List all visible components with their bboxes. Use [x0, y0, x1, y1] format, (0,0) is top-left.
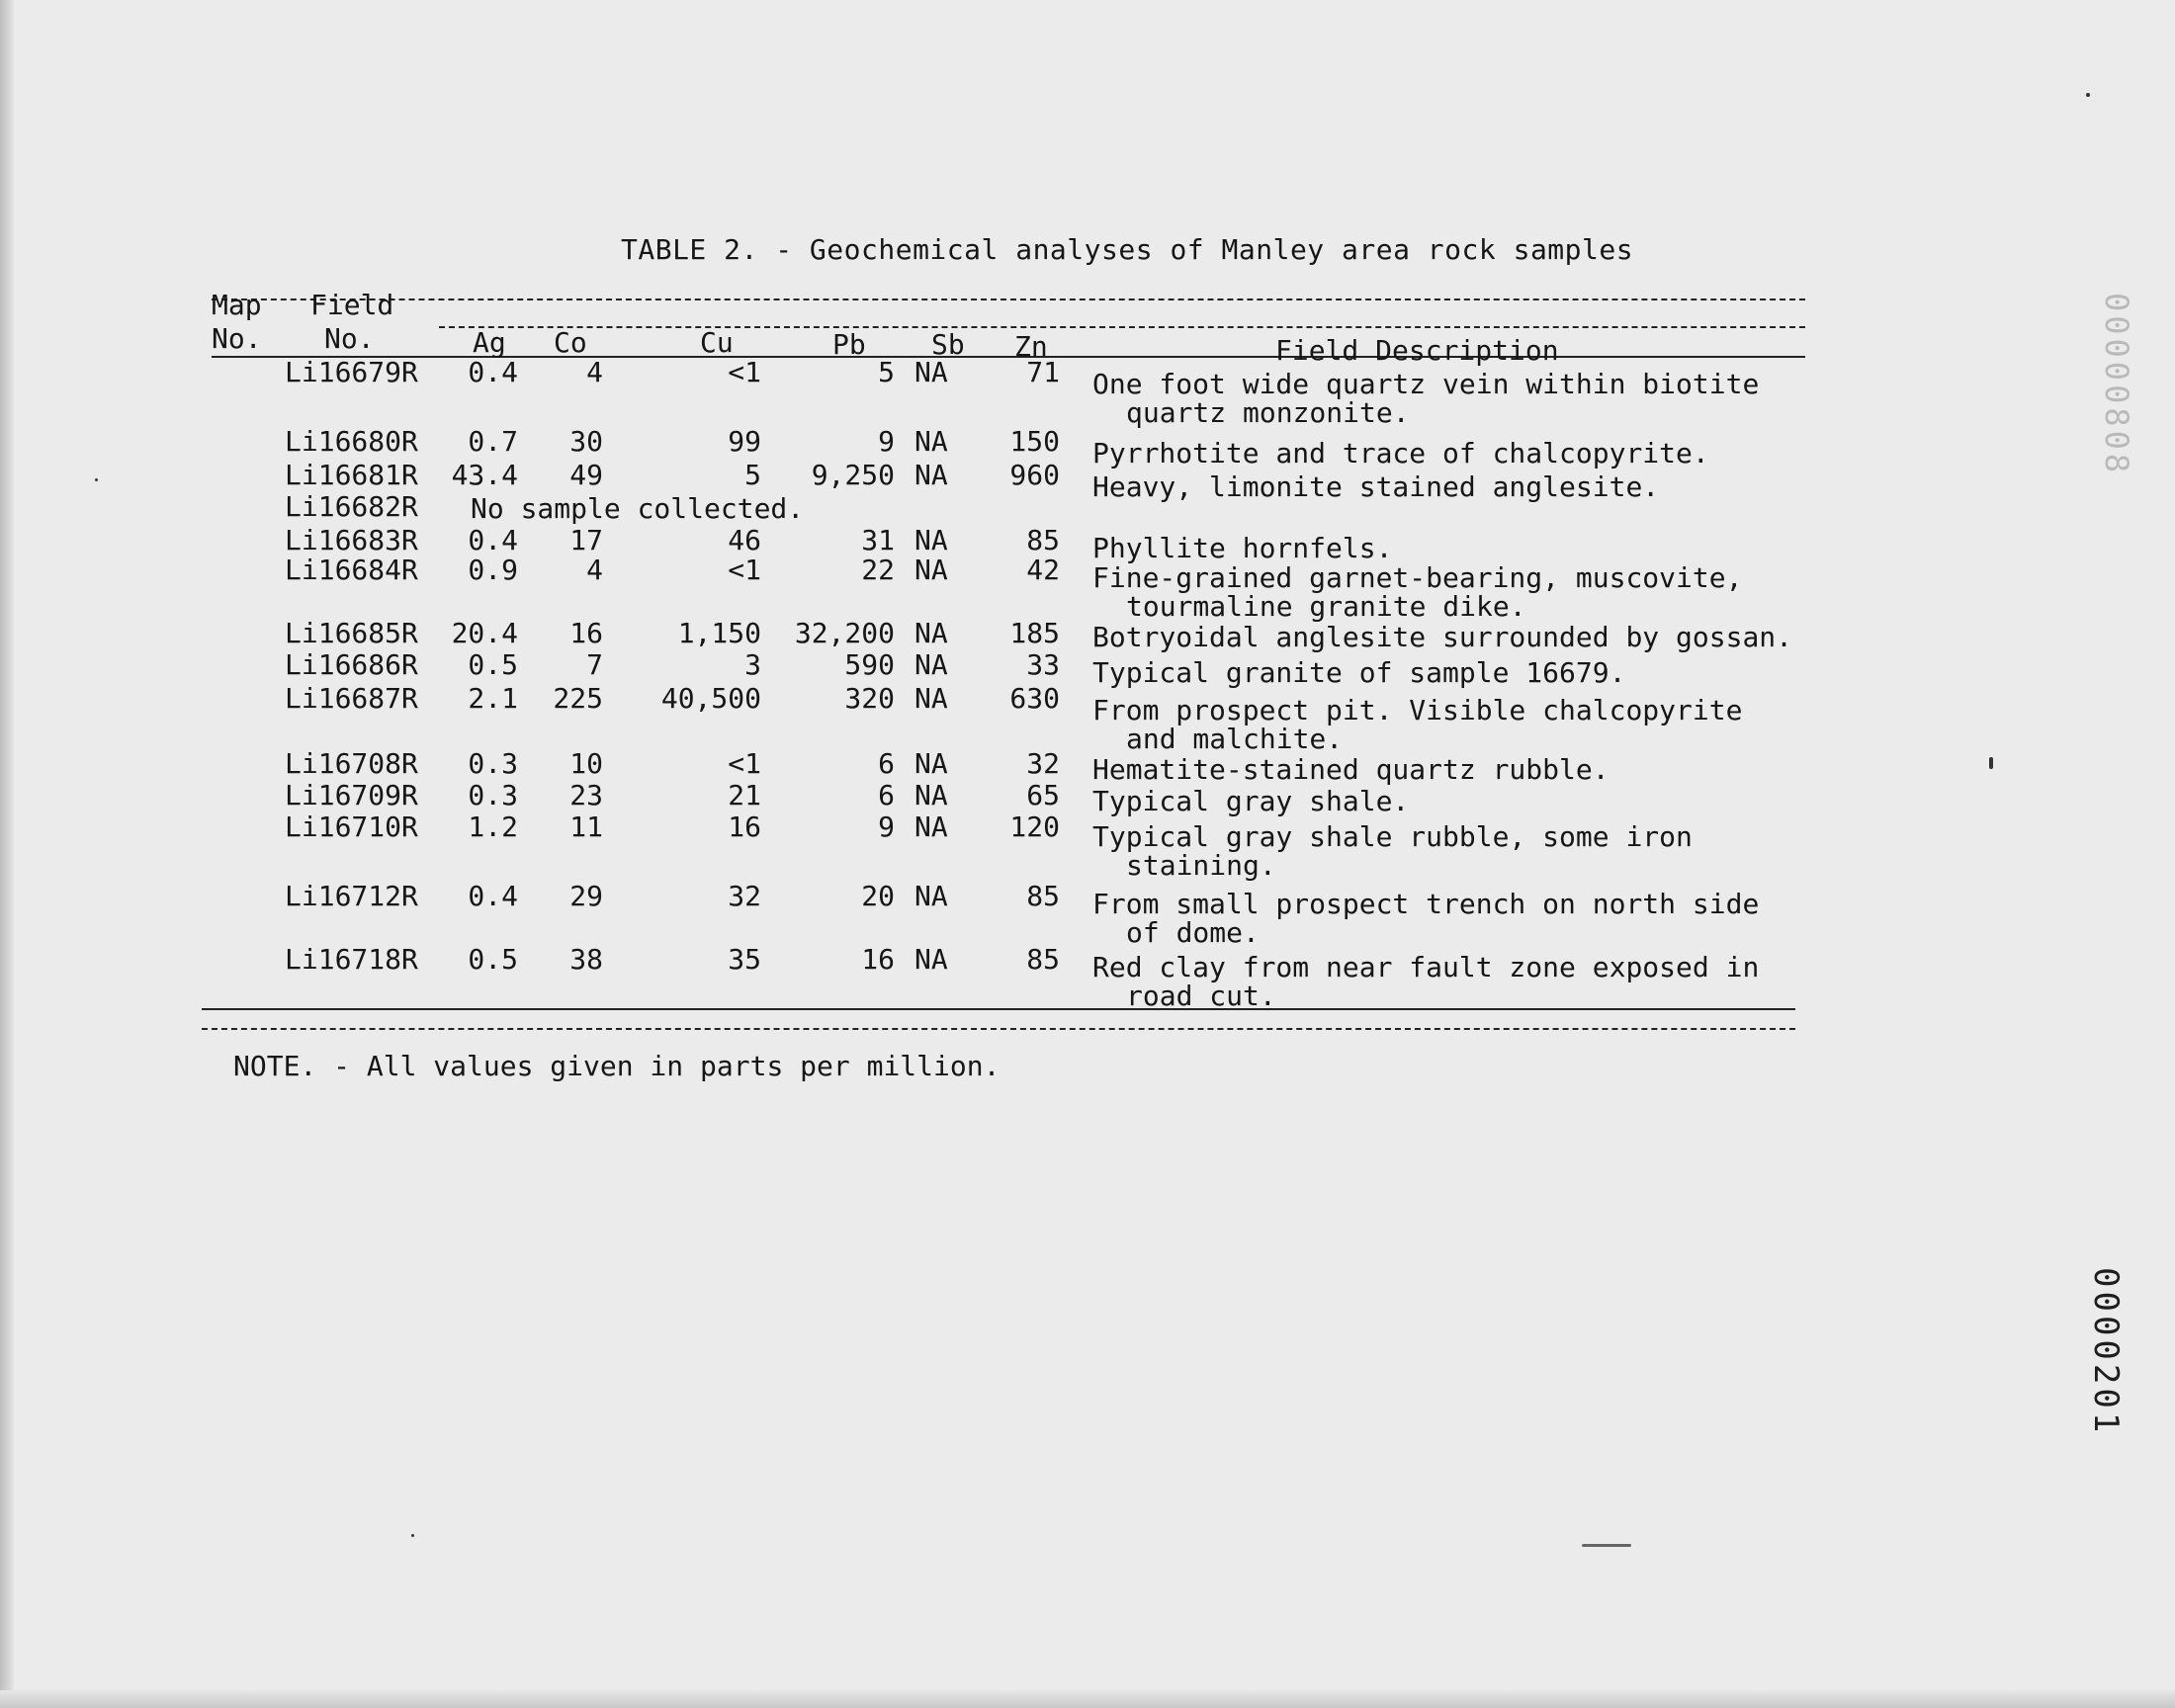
ag-value: 0.5 [468, 648, 518, 681]
cu-value: 35 [728, 943, 761, 976]
zn-value: 85 [1026, 524, 1060, 556]
table-bottom-rule-2 [202, 1028, 1795, 1030]
pb-value: 9 [878, 811, 895, 843]
field-description [1092, 623, 1804, 651]
cu-value: 21 [728, 779, 761, 811]
zn-value: 33 [1026, 648, 1060, 681]
scan-speck [411, 1534, 414, 1537]
pb-value: 590 [844, 648, 895, 681]
table-row [0, 356, 2175, 429]
pb-value: 9,250 [811, 459, 895, 491]
sb-value: NA [914, 554, 948, 586]
co-value: 7 [586, 648, 603, 681]
zn-value: 120 [1009, 811, 1060, 843]
header-co: Co [554, 326, 587, 359]
field-no: Li16681R [285, 459, 418, 491]
cu-value: 5 [744, 459, 761, 491]
field-no: Li16679R [285, 356, 418, 388]
cu-value: 99 [728, 425, 761, 458]
header-map-label-2: No. [212, 322, 262, 355]
field-no: Li16687R [285, 682, 418, 715]
field-no: Li16685R [285, 617, 418, 649]
co-value: 23 [569, 779, 603, 811]
description-line-1: Typical gray shale rubble, some iron [1092, 820, 1693, 853]
header-field-label-1: Field [310, 289, 394, 321]
header-top-rule [212, 299, 1805, 300]
sb-value: NA [914, 811, 948, 843]
side-page-number-top: 00000808 [2098, 293, 2135, 477]
header-cu: Cu [700, 326, 734, 359]
field-no: Li16712R [285, 880, 418, 912]
cu-value: 46 [728, 524, 761, 556]
zn-value: 42 [1026, 554, 1060, 586]
ag-value: 0.4 [468, 356, 518, 388]
header-field-label-2: No. [324, 322, 375, 355]
sb-value: NA [914, 880, 948, 912]
pb-value: 31 [861, 524, 895, 556]
description-line-2: of dome. [1126, 916, 1260, 949]
co-value: 29 [569, 880, 603, 912]
field-description [1092, 563, 1804, 621]
field-no: Li16710R [285, 811, 418, 843]
field-no: Li16709R [285, 779, 418, 811]
description-line-1: Phyllite hornfels. [1092, 532, 1393, 564]
ag-value: 0.9 [468, 554, 518, 586]
co-value: 38 [569, 943, 603, 976]
sb-value: NA [914, 682, 948, 715]
field-no: Li16680R [285, 425, 418, 458]
no-sample-note: No sample collected. [471, 492, 805, 525]
co-value: 49 [569, 459, 603, 491]
description-line-2: tourmaline granite dike. [1126, 590, 1526, 623]
table-row [0, 554, 2175, 623]
field-description [1092, 696, 1804, 753]
field-no: Li16684R [285, 554, 418, 586]
zn-value: 85 [1026, 880, 1060, 912]
field-no: Li16718R [285, 943, 418, 976]
field-no: Li16708R [285, 747, 418, 780]
zn-value: 185 [1009, 617, 1060, 649]
cu-value: 3 [744, 648, 761, 681]
co-value: 30 [569, 425, 603, 458]
description-line-1: Heavy, limonite stained anglesite. [1092, 470, 1660, 503]
description-line-2: and malchite. [1126, 723, 1344, 755]
table-caption: TABLE 2. - Geochemical analyses of Manley area rock samples [621, 233, 1634, 266]
field-no: Li16686R [285, 648, 418, 681]
co-value: 11 [569, 811, 603, 843]
zn-value: 71 [1026, 356, 1060, 388]
pb-value: 6 [878, 779, 895, 811]
co-value: 4 [586, 356, 603, 388]
co-value: 17 [569, 524, 603, 556]
sb-value: NA [914, 459, 948, 491]
description-line-2: quartz monzonite. [1126, 396, 1410, 429]
co-value: 10 [569, 747, 603, 780]
sb-value: NA [914, 524, 948, 556]
description-line-1: Pyrrhotite and trace of chalcopyrite. [1092, 437, 1709, 470]
co-value: 16 [569, 617, 603, 649]
ag-value: 0.4 [468, 524, 518, 556]
header-mid-rule [439, 326, 1805, 328]
ag-value: 0.4 [468, 880, 518, 912]
cu-value: 32 [728, 880, 761, 912]
table-row [0, 943, 2175, 1012]
field-no: Li16683R [285, 524, 418, 556]
sb-value: NA [914, 425, 948, 458]
pb-value: 32,200 [794, 617, 895, 649]
description-line-2: road cut. [1126, 980, 1276, 1012]
pb-value: 5 [878, 356, 895, 388]
field-description [1092, 787, 1804, 815]
sb-value: NA [914, 356, 948, 388]
header-field-description: Field Description [1275, 334, 1559, 367]
ag-value: 1.2 [468, 811, 518, 843]
field-description [1092, 370, 1804, 427]
description-line-1: From prospect pit. Visible chalcopyrite [1092, 694, 1743, 726]
side-page-number-bottom: 0000201 [2086, 1267, 2126, 1437]
zn-value: 65 [1026, 779, 1060, 811]
zn-value: 85 [1026, 943, 1060, 976]
cu-value: <1 [728, 554, 761, 586]
table-row [0, 811, 2175, 882]
cu-value: 40,500 [660, 682, 761, 715]
scan-speck [1989, 757, 1993, 769]
ag-value: 0.3 [468, 779, 518, 811]
scan-edge-bottom [0, 1690, 2175, 1708]
header-map-label-1: Map [212, 289, 262, 321]
description-line-1: From small prospect trench on north side [1092, 888, 1760, 920]
description-line-1: Botryoidal anglesite surrounded by gossan. [1092, 621, 1793, 653]
field-description [1092, 890, 1804, 947]
description-line-1: One foot wide quartz vein within biotite [1092, 368, 1760, 400]
ag-value: 0.3 [468, 747, 518, 780]
ag-value: 0.7 [468, 425, 518, 458]
description-line-1: Hematite-stained quartz rubble. [1092, 753, 1610, 786]
header-pb: Pb [832, 328, 866, 361]
description-line-1: Red clay from near fault zone exposed in [1092, 951, 1760, 983]
field-description [1092, 755, 1804, 784]
header-sb: Sb [931, 328, 965, 361]
ag-value: 0.5 [468, 943, 518, 976]
description-line-1: Typical granite of sample 16679. [1092, 656, 1626, 689]
cu-value: 1,150 [677, 617, 761, 649]
description-line-2: staining. [1126, 849, 1276, 882]
pb-value: 320 [844, 682, 895, 715]
field-description [1092, 822, 1804, 880]
sb-value: NA [914, 747, 948, 780]
sb-value: NA [914, 943, 948, 976]
description-line-1: Fine-grained garnet-bearing, muscovite, [1092, 561, 1743, 594]
ag-value: 20.4 [451, 617, 518, 649]
ag-value: 2.1 [468, 682, 518, 715]
field-description [1092, 658, 1804, 687]
pb-value: 22 [861, 554, 895, 586]
sb-value: NA [914, 779, 948, 811]
zn-value: 150 [1009, 425, 1060, 458]
table-note: NOTE. - All values given in parts per million. [233, 1050, 1000, 1082]
table-bottom-rule-1 [202, 1008, 1795, 1010]
pb-value: 6 [878, 747, 895, 780]
zn-value: 32 [1026, 747, 1060, 780]
field-no: Li16682R [285, 490, 418, 523]
pb-value: 16 [861, 943, 895, 976]
cu-value: 16 [728, 811, 761, 843]
scan-speck [95, 478, 98, 481]
pb-value: 20 [861, 880, 895, 912]
co-value: 225 [553, 682, 603, 715]
field-description [1092, 953, 1804, 1010]
sb-value: NA [914, 617, 948, 649]
table-row [0, 682, 2175, 755]
scan-speck [2086, 93, 2090, 97]
scan-speck [1582, 1544, 1631, 1547]
cu-value: <1 [728, 356, 761, 388]
header-ag: Ag [473, 326, 506, 359]
zn-value: 960 [1009, 459, 1060, 491]
header-zn: Zn [1014, 330, 1048, 363]
sb-value: NA [914, 648, 948, 681]
pb-value: 9 [878, 425, 895, 458]
cu-value: <1 [728, 747, 761, 780]
table-row [0, 880, 2175, 949]
ag-value: 43.4 [451, 459, 518, 491]
zn-value: 630 [1009, 682, 1060, 715]
description-line-1: Typical gray shale. [1092, 785, 1410, 817]
co-value: 4 [586, 554, 603, 586]
